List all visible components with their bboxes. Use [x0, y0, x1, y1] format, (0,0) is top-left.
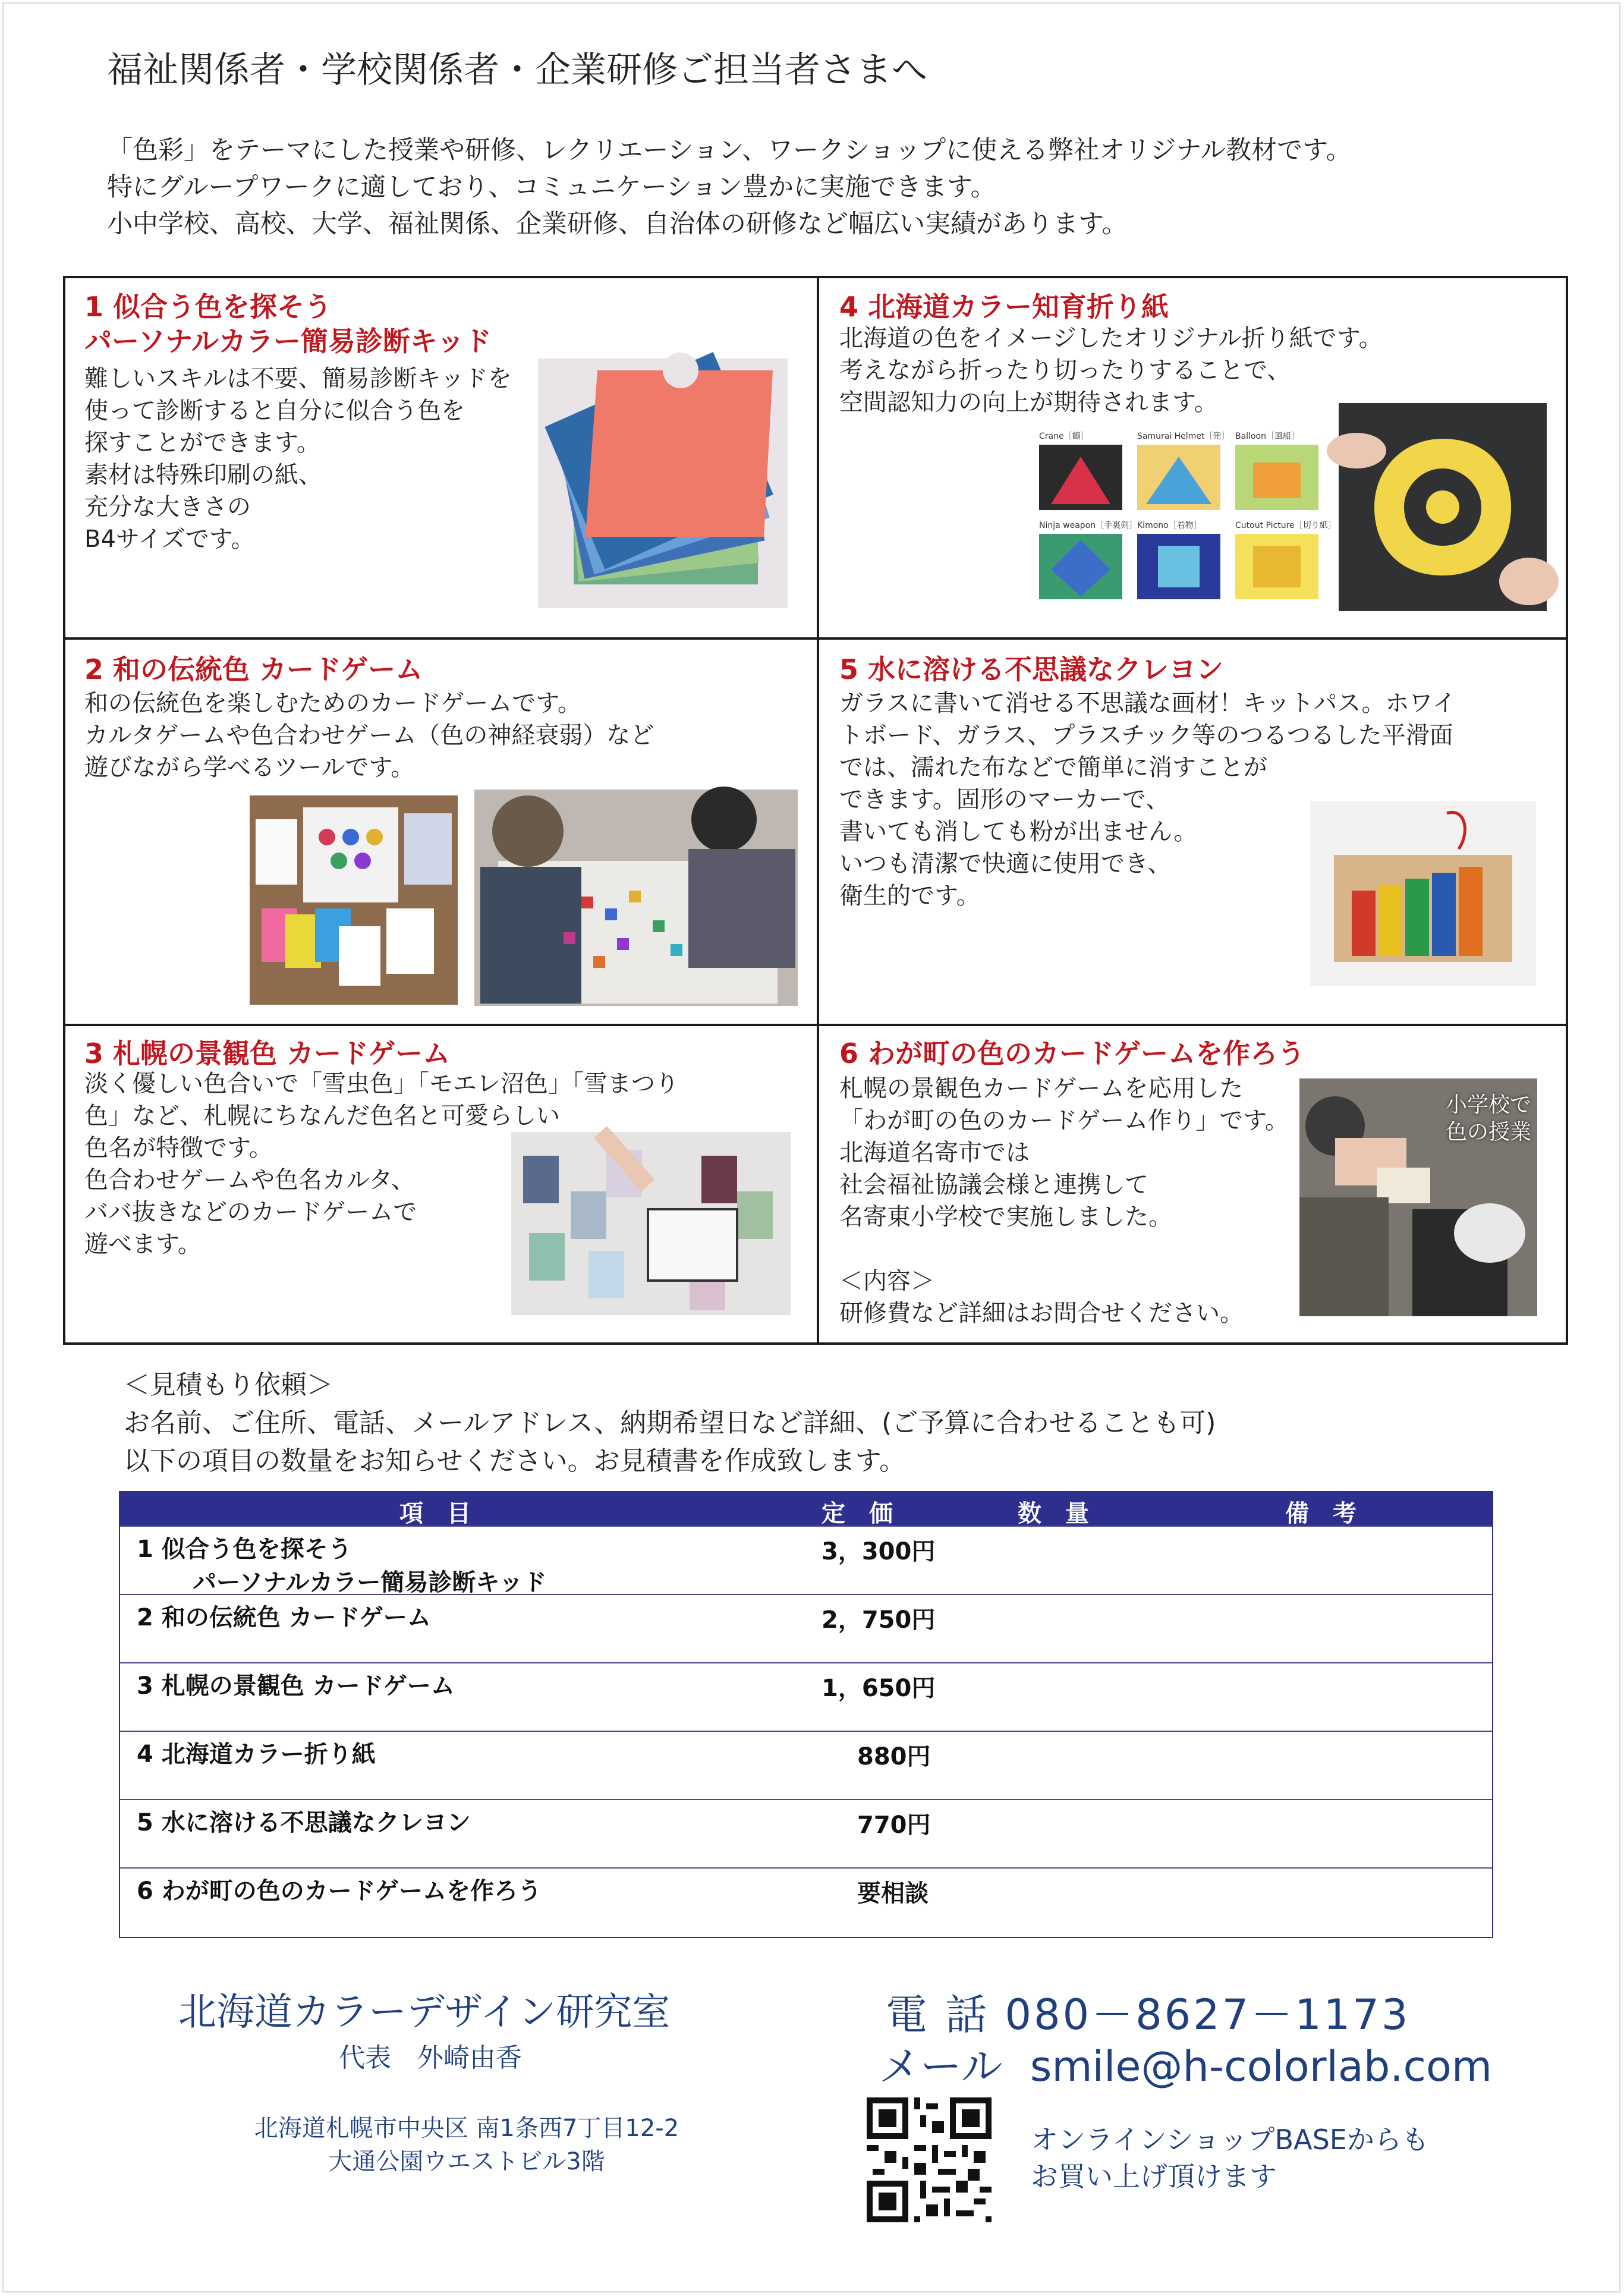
product-cell-2 [65, 640, 817, 1024]
item-price: 1，650円 [822, 1675, 936, 1702]
item-name: 2 和の伝統色 カードゲーム [137, 1604, 431, 1631]
intro-text [107, 132, 1352, 243]
origami-samples [1039, 427, 1336, 605]
text-line: 名寄東小学校で実施しました。 [839, 1203, 1172, 1231]
text-line: 探すことができます。 [84, 429, 320, 457]
text-line: 社会福祉協議会様と連携して [839, 1171, 1148, 1199]
text-line: 遊べます。 [84, 1231, 202, 1258]
text-line: カルタゲームや色合わせゲーム（色の神経衰弱）など [84, 722, 654, 749]
estimate-heading: ＜見積もり依頼＞ [124, 1370, 333, 1400]
email-contact[interactable] [879, 2033, 1492, 2093]
text-line: 考えながら折ったり切ったりすることで、 [839, 357, 1291, 384]
text-line: 色」など、札幌にちなんだ色名と可愛らしい [84, 1102, 560, 1130]
phone-number[interactable]: 電 話 080－8627－1173 [886, 1990, 1411, 2039]
text-line: 書いても消しても粉が出ません。 [839, 818, 1198, 845]
product-title: 2 和の伝統色 カードゲーム [84, 653, 423, 685]
item-price: 3，300円 [822, 1538, 936, 1565]
table-row [120, 1662, 1492, 1731]
text-line: B4サイズです。 [84, 526, 255, 553]
column-header: 数 量 [1018, 1500, 1089, 1527]
origami-label: Crane［鶴］ [1039, 432, 1089, 441]
column-header: 備 考 [1285, 1500, 1357, 1527]
text-line: ガラスに書いて消せる不思議な画材！キットパス。ホワイ [839, 690, 1456, 717]
text-line: 難しいスキルは不要、簡易診断キッドを [84, 365, 512, 392]
representative: 代表 外崎由香 [339, 2043, 522, 2073]
caption-line: 色の授業 [1445, 1120, 1531, 1144]
table-row [120, 1731, 1492, 1799]
estimate-request [124, 1366, 1216, 1480]
text-line: 淡く優しい色合いで「雪虫色」「モエレ沼色」「雪まつり [84, 1070, 679, 1097]
estimate-line: お名前、ご住所、電話、メールアドレス、納期希望日など詳細、(ご予算に合わせることも可) [124, 1408, 1216, 1438]
item-name: 3 札幌の景観色 カードゲーム [137, 1672, 455, 1700]
product-title: 4 北海道カラー知育折り紙 [839, 291, 1169, 323]
product-title: 5 水に溶ける不思議なクレヨン [839, 653, 1224, 685]
product-description [839, 1072, 1289, 1329]
text-line: 遊びながら学べるツールです。 [84, 754, 415, 781]
product-cell-3 [65, 1026, 817, 1342]
color-drape-photo [538, 358, 788, 608]
table-header [120, 1492, 1492, 1526]
item-name-line: 1 似合う色を探そう [137, 1536, 352, 1563]
card-game-players-photo [474, 790, 798, 1006]
photo-caption [1446, 1092, 1531, 1146]
product-description [84, 363, 512, 555]
origami-label: Samurai Helmet［兜］ [1137, 432, 1230, 441]
caption-line: 小学校で [1445, 1093, 1531, 1117]
intro-line: 小中学校、高校、大学、福祉関係、企業研修、自治体の研修など幅広い実績があります。 [107, 209, 1128, 239]
item-name-line: パーソナルカラー簡易診断キッド [193, 1569, 547, 1596]
page-title: 福祉関係者・学校関係者・企業研修ご担当者さまへ [107, 49, 927, 91]
text-line: 札幌の景観色カードゲームを応用した [839, 1075, 1244, 1102]
text-line: ババ抜きなどのカードゲームで [84, 1199, 417, 1226]
text-line: いつも清潔で快適に使用でき、 [839, 850, 1172, 877]
shop-line: お買い上げ頂けます [1031, 2160, 1277, 2193]
address-line: 大通公園ウエストビル3階 [328, 2148, 605, 2175]
address-line: 北海道札幌市中央区 南1条西7丁目12-2 [254, 2115, 679, 2142]
text-line: 充分な大きさの [84, 493, 251, 521]
text-line: 空間認知力の向上が期待されます。 [839, 389, 1218, 416]
text-line: 色名が特徴です。 [84, 1134, 273, 1162]
product-title: 3 札幌の景観色 カードゲーム [84, 1037, 451, 1070]
table-row [120, 1867, 1492, 1936]
product-description [839, 322, 1383, 419]
address [199, 2112, 734, 2178]
sapporo-cards-photo [511, 1132, 791, 1315]
column-header: 項 目 [399, 1500, 471, 1527]
text-line: トボード、ガラス、プラスチック等のつるつるした平滑面 [839, 722, 1453, 749]
intro-line: 特にグループワークに適しており、コミュニケーション豊かに実施できます。 [107, 172, 996, 202]
item-name [137, 1533, 547, 1599]
item-price: 要相談 [857, 1880, 929, 1907]
table-row [120, 1526, 1492, 1594]
card-game-box-photo [250, 795, 458, 1005]
text-line: 北海道名寄市では [839, 1139, 1030, 1166]
item-price: 2，750円 [822, 1606, 936, 1634]
email-address[interactable]: smile@h-colorlab.com [1030, 2042, 1493, 2091]
origami-label: Cutout Picture［切り紙］ [1235, 521, 1336, 530]
text-line: 研修費など詳細はお問合せください。 [839, 1300, 1244, 1327]
origami-label: Balloon［風船］ [1235, 432, 1299, 441]
product-cell-4 [819, 278, 1571, 637]
classroom-photo [1299, 1078, 1537, 1316]
text-line: 北海道の色をイメージしたオリジナル折り紙です。 [839, 325, 1383, 352]
product-cell-6 [819, 1026, 1571, 1342]
text-line: 和の伝統色を楽しむためのカードゲームです。 [84, 690, 581, 717]
text-line: 「わが町の色のカードゲーム作り」です。 [839, 1107, 1289, 1134]
product-cell-1 [65, 278, 817, 637]
origami-label: Ninja weapon［手裏剣］ [1039, 521, 1138, 530]
qr-code-icon[interactable] [867, 2097, 992, 2222]
column-header: 定 価 [822, 1500, 893, 1527]
table-row [120, 1594, 1492, 1662]
estimate-line: 以下の項目の数量をお知らせください。お見積書を作成致します。 [124, 1446, 906, 1476]
text-line: ＜内容＞ [839, 1267, 934, 1295]
text-line: 衛生的です。 [839, 882, 980, 910]
item-name: 6 わが町の色のカードゲームを作ろう [137, 1877, 542, 1905]
product-grid [63, 276, 1568, 1345]
cut-paper-photo [1339, 403, 1547, 611]
organization-name: 北海道カラーデザイン研究室 [178, 1990, 671, 2034]
item-price: 880円 [857, 1743, 931, 1770]
item-price: 770円 [857, 1811, 931, 1839]
product-description [84, 687, 654, 784]
online-shop-note [1031, 2121, 1429, 2195]
intro-line: 「色彩」をテーマにした授業や研修、レクリエーション、ワークショップに使える弊社オリジナル教材です。 [107, 136, 1352, 165]
shop-line: オンラインショップBASEからも [1031, 2124, 1429, 2156]
text-line: 色合わせゲームや色名カルタ、 [84, 1166, 415, 1194]
product-subtitle: パーソナルカラー簡易診断キッド [84, 325, 492, 357]
text-line: では、濡れた布などで簡単に消すことが [839, 754, 1267, 781]
text-line: できます。固形のマーカーで、 [839, 786, 1170, 813]
crayon-box-photo [1310, 801, 1536, 986]
origami-label: Kimono［着物］ [1137, 521, 1202, 530]
table-row [120, 1799, 1492, 1867]
product-title: 6 わが町の色のカードゲームを作ろう [839, 1037, 1305, 1070]
text-line: 使って診断すると自分に似合う色を [84, 397, 465, 424]
price-table [119, 1491, 1493, 1938]
product-cell-5 [819, 640, 1571, 1024]
item-name: 5 水に溶ける不思議なクレヨン [137, 1809, 471, 1836]
product-title: 1 似合う色を探そう [84, 291, 332, 323]
email-label: メール [879, 2042, 1003, 2091]
text-line: 素材は特殊印刷の紙、 [84, 461, 322, 489]
item-name: 4 北海道カラー折り紙 [137, 1741, 376, 1768]
